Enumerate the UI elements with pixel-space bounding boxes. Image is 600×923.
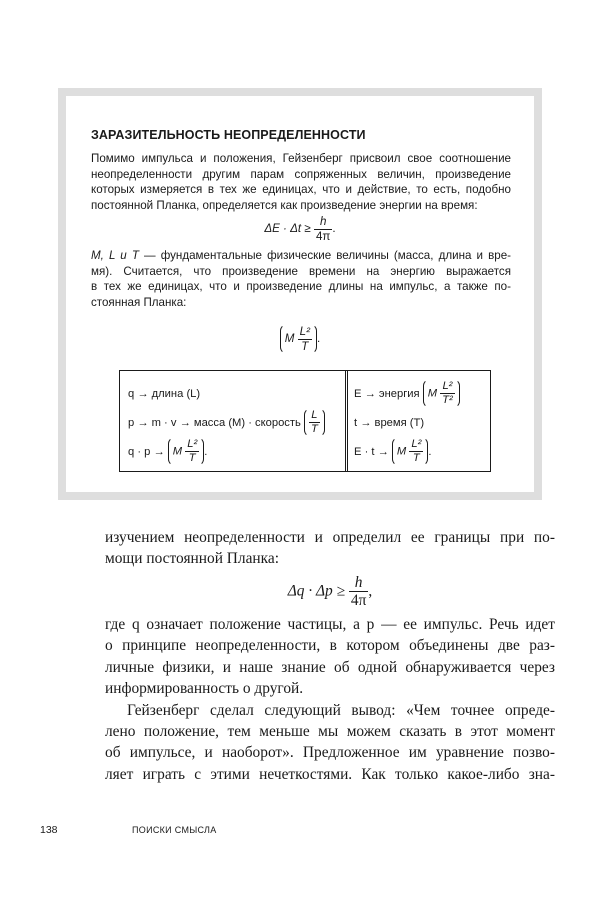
text-line: изучением неопределенности и определил ее границы при по- xyxy=(105,529,555,546)
main-paragraph-2 xyxy=(105,614,555,785)
fraction xyxy=(309,410,320,435)
fraction-denominator: T xyxy=(185,451,199,464)
table-row xyxy=(128,379,345,408)
text-line: ляет играть с этими нечеткостями. Как только какое-либо зна- xyxy=(105,765,555,783)
fraction-denominator: 4π xyxy=(315,229,331,243)
fraction-numerator: h xyxy=(354,574,363,591)
energy-time-equation xyxy=(66,216,534,242)
fraction xyxy=(298,326,312,352)
text-line: Гейзенберг сделал следующий вывод: «Чем точнее опреде- xyxy=(127,701,555,719)
fraction-numerator: h xyxy=(319,215,327,228)
text-line: которых измеряется в тех же единицах, что и действие, то есть, подобно xyxy=(91,183,511,196)
text-line: неопределенности другим парам сопряженных величин, произведение xyxy=(91,167,511,181)
equation-end: . xyxy=(316,332,321,346)
table-cell: E → энергия xyxy=(354,387,420,400)
text-line: в тех же единицах, что и произведение длины на импульс, а также по- xyxy=(91,280,511,293)
sidebar-paragraph-1 xyxy=(91,151,511,213)
text-line: мощи постоянной Планка: xyxy=(105,550,279,568)
mass-symbol: M xyxy=(172,445,183,458)
paren-group xyxy=(423,379,460,408)
equation-end: . xyxy=(204,445,208,458)
mass-symbol: M xyxy=(284,332,295,346)
paren-group xyxy=(392,437,428,466)
text-line: мя). Считается, что произведение времени на энергию выражается xyxy=(91,264,511,278)
running-title: ПОИСКИ СМЫСЛА xyxy=(132,825,217,835)
paren-group xyxy=(280,324,317,354)
fraction xyxy=(314,216,332,242)
fraction xyxy=(349,575,368,609)
fraction-numerator: L² xyxy=(442,379,453,392)
table-row xyxy=(354,437,490,466)
line-rest: — фундаментальные физические величины (масса, длина и вре- xyxy=(138,249,511,262)
mass-symbol: M xyxy=(427,387,438,400)
fraction-numerator: L² xyxy=(187,437,198,450)
equation-end: . xyxy=(428,445,432,458)
text-line: информированность о другой. xyxy=(105,680,304,698)
table-cell: q → длина (L) xyxy=(128,387,201,400)
fraction-denominator: T xyxy=(310,423,318,435)
text-line xyxy=(91,248,511,264)
sidebar-content xyxy=(66,96,534,492)
fraction-numerator: L xyxy=(311,408,318,421)
fraction-denominator: 4π xyxy=(350,592,367,610)
text-line: стоянная Планка: xyxy=(91,295,187,309)
table-cell: q · p → xyxy=(128,445,165,458)
table-cell: p → m · v → масса (M) · скорость xyxy=(128,416,301,429)
table-left-column xyxy=(120,371,348,471)
equation-end: . xyxy=(332,222,336,236)
table-row xyxy=(354,379,490,408)
mass-symbol: M xyxy=(396,445,407,458)
sidebar-box xyxy=(58,88,542,500)
table-row xyxy=(128,408,345,437)
text-line: о принципе неопределенности, в котором объединены две раз- xyxy=(105,637,555,655)
text-line: лено положение, тем меньше мы можем сказать в этот момент xyxy=(105,723,555,741)
table-row xyxy=(354,408,490,437)
variables: M, L и T xyxy=(91,249,139,262)
paren-group xyxy=(304,408,325,437)
equation-end: , xyxy=(368,582,373,600)
text-line: где q означает положение частицы, а p — ее импульс. Речь идет xyxy=(105,616,555,633)
fraction xyxy=(440,381,455,406)
fraction xyxy=(185,439,199,464)
uncertainty-equation xyxy=(105,575,555,609)
sidebar-title: ЗАРАЗИТЕЛЬНОСТЬ НЕОПРЕДЕЛЕННОСТИ xyxy=(91,128,366,142)
fraction-denominator: T² xyxy=(442,394,453,406)
fraction-numerator: L² xyxy=(299,325,310,338)
table-right-column xyxy=(348,371,490,471)
equation-lhs: Δq · Δp ≥ xyxy=(287,582,346,600)
main-paragraph-1 xyxy=(105,527,555,570)
conjugate-table xyxy=(119,370,491,472)
page-number: 138 xyxy=(40,824,58,836)
text-line: об импульсе, и наоборот». Предложенное им уравнение позво- xyxy=(105,744,555,762)
table-cell: E · t → xyxy=(354,445,389,458)
paren-group xyxy=(168,437,204,466)
equation-lhs: ΔE · Δt ≥ xyxy=(264,222,311,236)
table-cell: t → время (T) xyxy=(354,416,425,429)
fraction xyxy=(409,439,423,464)
fraction-denominator: T xyxy=(409,451,423,464)
fraction-numerator: L² xyxy=(411,437,422,450)
text-line: Помимо импульса и положения, Гейзенберг присвоил свое соотношение xyxy=(91,152,511,165)
sidebar-paragraph-2 xyxy=(91,248,511,310)
fraction-denominator: T xyxy=(298,339,312,353)
table-row xyxy=(128,437,345,466)
text-line: личные физики, и наше знание об одной обнаруживается через xyxy=(105,658,555,676)
text-line: постоянной Планка, определяется как произведение энергии на время: xyxy=(91,198,478,212)
dimension-equation xyxy=(66,324,534,354)
